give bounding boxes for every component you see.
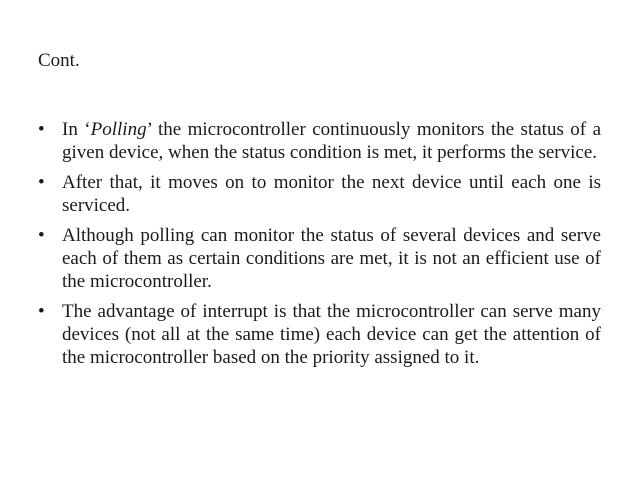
bullet-marker: •	[38, 119, 45, 140]
bullet-item-polling	[38, 118, 601, 164]
bullet-list	[38, 118, 601, 376]
bullet-item-interrupt-advantage	[38, 300, 601, 369]
bullet-text: Although polling can monitor the status of several devices and serve each of them as certain conditions are met, it is not an efficient use of the microcontroller.	[62, 225, 601, 292]
bullet-text	[62, 119, 601, 163]
slide-title: Cont.	[38, 50, 80, 71]
bullet-item-next-device	[38, 171, 601, 217]
bullet-text: After that, it moves on to monitor the next device until each one is serviced.	[62, 172, 601, 216]
bullet-text-before: In ‘	[62, 119, 91, 140]
bullet-item-efficiency	[38, 224, 601, 293]
bullet-text: The advantage of interrupt is that the microcontroller can serve many devices (not all at the same time) each device can get the attention of the microcontroller based on the priority assigned to it.	[62, 301, 601, 368]
bullet-text-italic: Polling	[90, 119, 147, 140]
bullet-text-after: ’ the microcontroller continuously monitors the status of a given device, when the status condition is met, it performs the service.	[62, 119, 602, 163]
bullet-marker: •	[38, 172, 45, 193]
bullet-marker: •	[38, 301, 45, 322]
bullet-marker: •	[38, 225, 45, 246]
